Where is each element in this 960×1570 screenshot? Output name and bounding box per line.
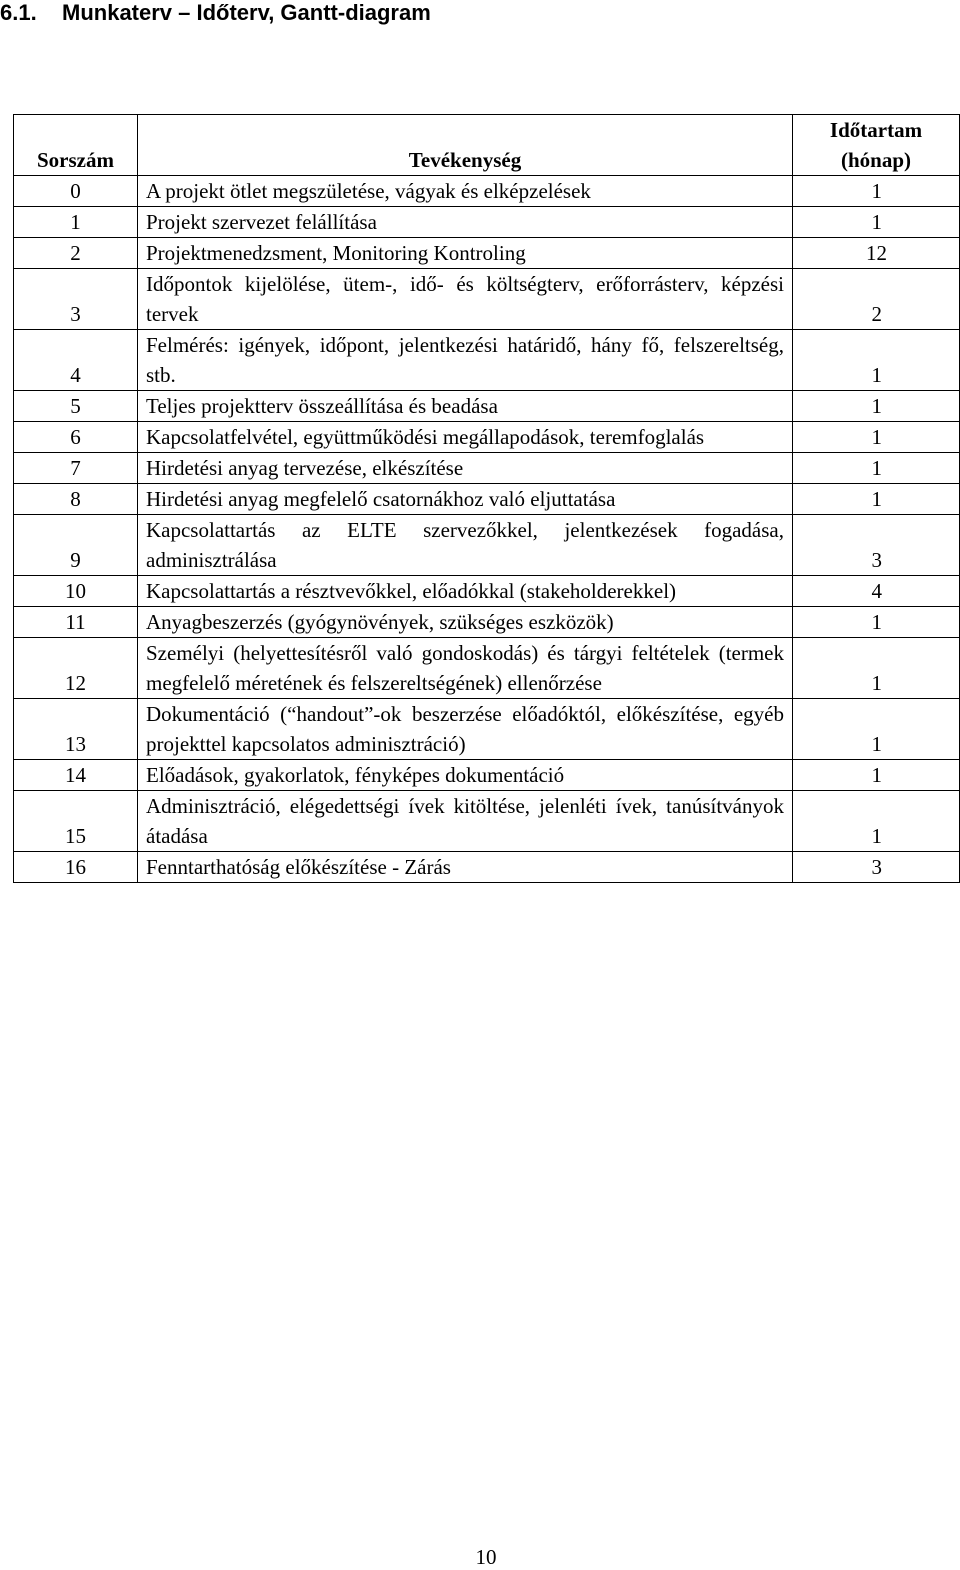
row-activity: Projekt szervezet felállítása xyxy=(138,207,793,238)
row-number: 3 xyxy=(14,269,138,330)
row-number: 8 xyxy=(14,484,138,515)
row-number: 13 xyxy=(14,699,138,760)
row-duration: 3 xyxy=(793,515,960,576)
row-duration: 1 xyxy=(793,791,960,852)
table-row xyxy=(14,422,960,453)
table-row xyxy=(14,330,960,391)
header-tevekenyseg: Tevékenység xyxy=(138,115,793,176)
table-row xyxy=(14,607,960,638)
row-duration: 2 xyxy=(793,269,960,330)
row-activity: Fenntarthatóság előkészítése - Zárás xyxy=(138,852,793,883)
row-duration: 12 xyxy=(793,238,960,269)
table-header-row xyxy=(14,115,960,176)
row-activity: Előadások, gyakorlatok, fényképes dokumentáció xyxy=(138,760,793,791)
header-idotartam-line2: (hónap) xyxy=(840,148,912,172)
table-row xyxy=(14,176,960,207)
row-duration: 1 xyxy=(793,391,960,422)
row-duration: 4 xyxy=(793,576,960,607)
table-row xyxy=(14,791,960,852)
table-row xyxy=(14,238,960,269)
table-row xyxy=(14,699,960,760)
row-number: 16 xyxy=(14,852,138,883)
row-duration: 3 xyxy=(793,852,960,883)
row-activity: Kapcsolattartás a résztvevőkkel, előadókkal (stakeholderekkel) xyxy=(138,576,793,607)
row-activity: Anyagbeszerzés (gyógynövények, szükséges eszközök) xyxy=(138,607,793,638)
table-row xyxy=(14,576,960,607)
row-number: 10 xyxy=(14,576,138,607)
row-activity: Adminisztráció, elégedettségi ívek kitöltése, jelenléti ívek, tanúsítványok átadása xyxy=(138,791,793,852)
row-duration: 1 xyxy=(793,484,960,515)
row-activity: Hirdetési anyag tervezése, elkészítése xyxy=(138,453,793,484)
row-number: 9 xyxy=(14,515,138,576)
table-row xyxy=(14,638,960,699)
row-duration: 1 xyxy=(793,699,960,760)
row-number: 11 xyxy=(14,607,138,638)
row-number: 14 xyxy=(14,760,138,791)
table-row xyxy=(14,207,960,238)
row-activity: A projekt ötlet megszületése, vágyak és elképzelések xyxy=(138,176,793,207)
table-row xyxy=(14,391,960,422)
header-idotartam xyxy=(793,115,960,176)
section-title: Munkaterv – Időterv, Gantt-diagram xyxy=(62,0,431,25)
row-duration: 1 xyxy=(793,330,960,391)
section-number: 6.1. xyxy=(0,0,37,25)
row-activity: Időpontok kijelölése, ütem-, idő- és költségterv, erőforrásterv, képzési tervek xyxy=(138,269,793,330)
row-activity: Teljes projektterv összeállítása és beadása xyxy=(138,391,793,422)
row-duration: 1 xyxy=(793,207,960,238)
table-row xyxy=(14,453,960,484)
row-number: 1 xyxy=(14,207,138,238)
row-activity: Kapcsolatfelvétel, együttműködési megállapodások, teremfoglalás xyxy=(138,422,793,453)
row-duration: 1 xyxy=(793,453,960,484)
table-row xyxy=(14,852,960,883)
row-activity: Dokumentáció (“handout”-ok beszerzése előadóktól, előkészítése, egyéb projekttel kapcsolatos adminisztráció) xyxy=(138,699,793,760)
row-number: 12 xyxy=(14,638,138,699)
schedule-table xyxy=(13,114,960,883)
row-number: 0 xyxy=(14,176,138,207)
table-row xyxy=(14,269,960,330)
table-row xyxy=(14,484,960,515)
row-duration: 1 xyxy=(793,422,960,453)
section-heading xyxy=(0,0,431,26)
row-number: 5 xyxy=(14,391,138,422)
table-row xyxy=(14,760,960,791)
row-number: 15 xyxy=(14,791,138,852)
header-idotartam-line1: Időtartam xyxy=(829,118,923,142)
row-number: 2 xyxy=(14,238,138,269)
row-number: 6 xyxy=(14,422,138,453)
row-activity: Személyi (helyettesítésről való gondoskodás) és tárgyi feltételek (termek megfelelő méretének és felszereltségének) ellenőrzése xyxy=(138,638,793,699)
row-duration: 1 xyxy=(793,638,960,699)
row-activity: Felmérés: igények, időpont, jelentkezési határidő, hány fő, felszereltség, stb. xyxy=(138,330,793,391)
row-number: 4 xyxy=(14,330,138,391)
table-row xyxy=(14,515,960,576)
header-sorszam: Sorszám xyxy=(14,115,138,176)
row-duration: 1 xyxy=(793,176,960,207)
row-activity: Kapcsolattartás az ELTE szervezőkkel, jelentkezések fogadása, adminisztrálása xyxy=(138,515,793,576)
row-duration: 1 xyxy=(793,607,960,638)
row-duration: 1 xyxy=(793,760,960,791)
row-activity: Hirdetési anyag megfelelő csatornákhoz való eljuttatása xyxy=(138,484,793,515)
row-number: 7 xyxy=(14,453,138,484)
row-activity: Projektmenedzsment, Monitoring Kontroling xyxy=(138,238,793,269)
page-number: 10 xyxy=(475,1545,497,1569)
